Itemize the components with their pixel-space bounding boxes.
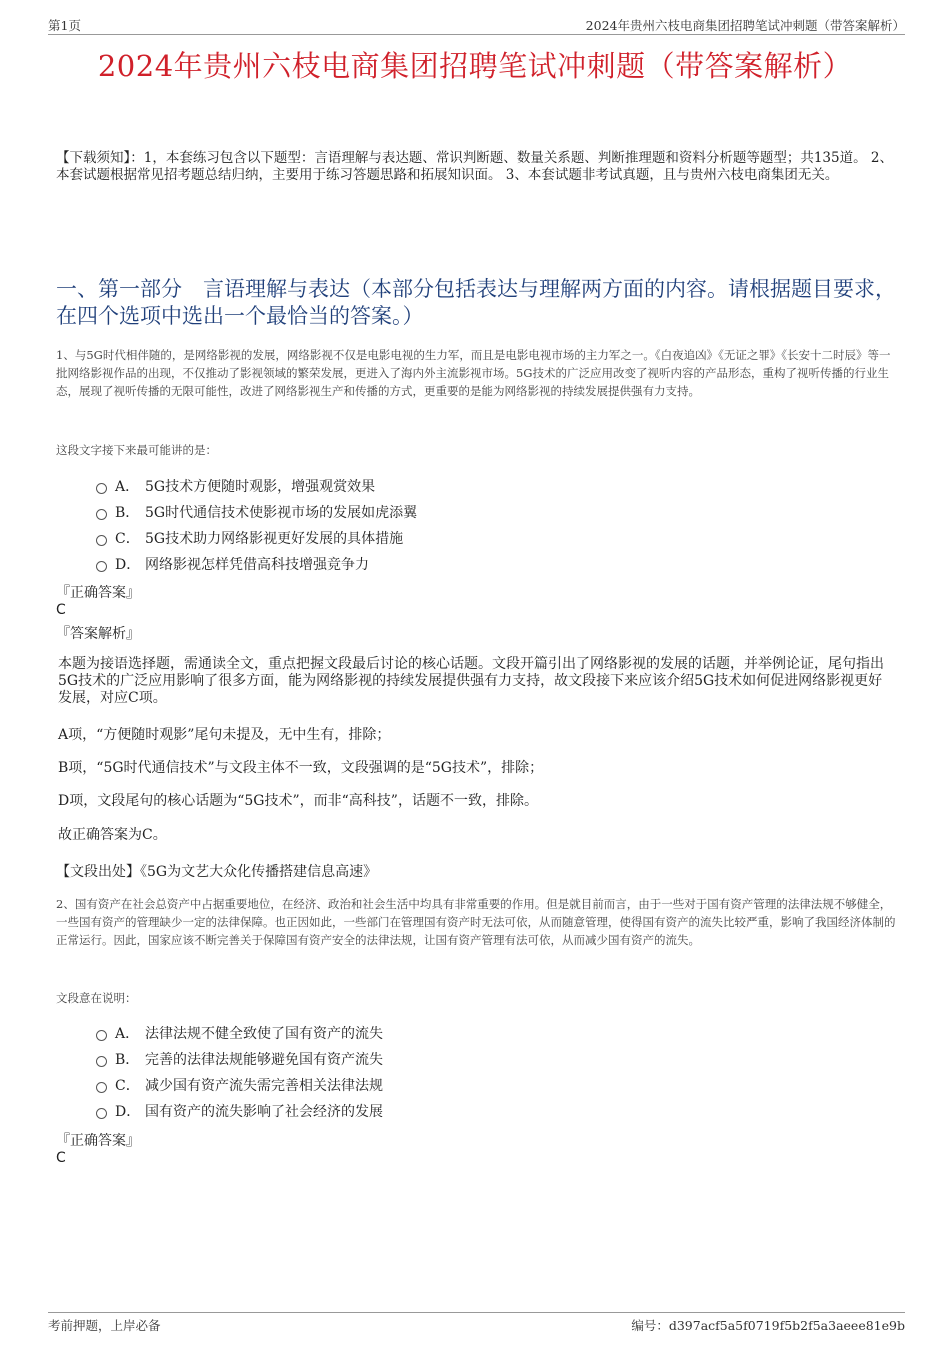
option-letter: B． <box>115 1052 140 1068</box>
page-footer <box>48 1312 905 1338</box>
option-a[interactable] <box>96 473 417 499</box>
analysis-note: B项，“5G时代通信技术”与文段主体不一致，文段强调的是“5G技术”，排除； <box>58 760 544 776</box>
radio-icon[interactable] <box>96 1030 107 1041</box>
option-text: 完善的法律法规能够避免国有资产流失 <box>145 1052 383 1068</box>
radio-icon[interactable] <box>96 1108 107 1119</box>
radio-icon[interactable] <box>96 561 107 572</box>
option-text: 减少国有资产流失需完善相关法律法规 <box>145 1078 383 1094</box>
passage-source: 【文段出处】《5G为文艺大众化传播搭建信息高速》 <box>56 864 378 880</box>
option-letter: A． <box>115 1026 140 1042</box>
document-title: 2024年贵州六枝电商集团招聘笔试冲刺题（带答案解析） <box>97 49 853 83</box>
question-1-text: 1、与5G时代相伴随的，是网络影视的发展，网络影视不仅是电影电视的生力军，而且是电影电视市场的主力军之一。《白夜追凶》《无证之罪》《长安十二时辰》等一批网络影视作品的出现，不仅推动了影视领域的繁荣发展，更进入了海内外主流影视市场。5G技术的广泛应用改变了视听内容的产品形态，重构了视听传播的行业生态，展现了视听传播的无限可能性，改进了网络影视生产和传播的方式，更重要的是能为网络影视的持续发展提供强有力支持。 <box>56 348 891 398</box>
option-text: 5G时代通信技术使影视市场的发展如虎添翼 <box>145 505 418 521</box>
answer-label: 『正确答案』 <box>56 1133 140 1149</box>
document-code: 编号：d397acf5a5f0719f5b2f5a3aeee81e9b <box>631 1318 905 1333</box>
radio-icon[interactable] <box>96 509 107 520</box>
answer-value: C <box>56 1150 66 1166</box>
analysis-conclusion: 故正确答案为C。 <box>58 827 167 843</box>
radio-icon[interactable] <box>96 1056 107 1067</box>
radio-icon[interactable] <box>96 483 107 494</box>
analysis-note: A项，“方便随时观影”尾句未提及，无中生有，排除； <box>58 727 391 743</box>
footer-slogan: 考前押题，上岸必备 <box>48 1318 161 1333</box>
analysis-text: 本题为接语选择题，需通读全文，重点把握文段最后讨论的核心话题。文段开篇引出了网络影视的发展的话题，并举例论证，尾句指出5G技术的广泛应用影响了很多方面，能为网络影视的持续发展提供强有力支持，故文段接下来应该介绍5G技术如何促进网络影视更好发展，对应C项。 <box>58 656 884 706</box>
question-2-stem: 文段意在说明： <box>56 991 137 1005</box>
page-number: 第1页 <box>48 18 81 33</box>
option-text: 法律法规不健全致使了国有资产的流失 <box>145 1026 383 1042</box>
question-1-stem: 这段文字接下来最可能讲的是： <box>56 443 217 457</box>
option-d[interactable] <box>96 551 417 577</box>
option-b[interactable] <box>96 1046 383 1072</box>
header-doc-title: 2024年贵州六枝电商集团招聘笔试冲刺题（带答案解析） <box>585 18 905 33</box>
page-header <box>48 14 905 35</box>
radio-icon[interactable] <box>96 535 107 546</box>
option-text: 网络影视怎样凭借高科技增强竞争力 <box>145 557 369 573</box>
question-1-options <box>96 473 417 577</box>
option-text: 5G技术方便随时观影，增强观赏效果 <box>145 479 376 495</box>
option-text: 5G技术助力网络影视更好发展的具体措施 <box>145 531 404 547</box>
question-2-options <box>96 1020 383 1124</box>
answer-value: C <box>56 602 66 618</box>
section-heading: 一、第一部分 言语理解与表达（本部分包括表达与理解两方面的内容。请根据题目要求，在四个选项中选出一个最恰当的答案。） <box>56 277 896 328</box>
analysis-note: D项，文段尾句的核心话题为“5G技术”，而非“高科技”，话题不一致，排除。 <box>58 793 538 809</box>
option-letter: A． <box>115 479 140 495</box>
answer-label: 『正确答案』 <box>56 585 140 601</box>
option-c[interactable] <box>96 1072 383 1098</box>
option-c[interactable] <box>96 525 417 551</box>
analysis-label: 『答案解析』 <box>56 626 140 642</box>
option-letter: D． <box>115 557 141 573</box>
option-letter: D． <box>115 1104 141 1120</box>
option-a[interactable] <box>96 1020 383 1046</box>
question-2-text: 2、国有资产在社会总资产中占据重要地位，在经济、政治和社会生活中均具有非常重要的作用。但是就目前而言，由于一些对于国有资产管理的法律法规不够健全，一些国有资产的管理缺少一定的法律保障。也正因如此，一些部门在管理国有资产时无法可依，从而随意管理，使得国有资产的流失比较严重，影响了我国经济体制的正常运行。因此，国家应该不断完善关于保障国有资产安全的法律法规，让国有资产管理有法可依，从而减少国有资产的流失。 <box>56 897 896 947</box>
option-text: 国有资产的流失影响了社会经济的发展 <box>145 1104 383 1120</box>
option-b[interactable] <box>96 499 417 525</box>
download-notice: 【下载须知】：1，本套练习包含以下题型：言语理解与表达题、常识判断题、数量关系题、判断推理题和资料分析题等题型；共135道。 2、本套试题根据常见招考题总结归纳，主要用于练习答题思路和拓展知识面。 3、本套试题非考试真题，且与贵州六枝电商集团无关。 <box>56 150 893 183</box>
option-d[interactable] <box>96 1098 383 1124</box>
radio-icon[interactable] <box>96 1082 107 1093</box>
option-letter: B． <box>115 505 140 521</box>
option-letter: C． <box>115 531 140 547</box>
option-letter: C． <box>115 1078 140 1094</box>
